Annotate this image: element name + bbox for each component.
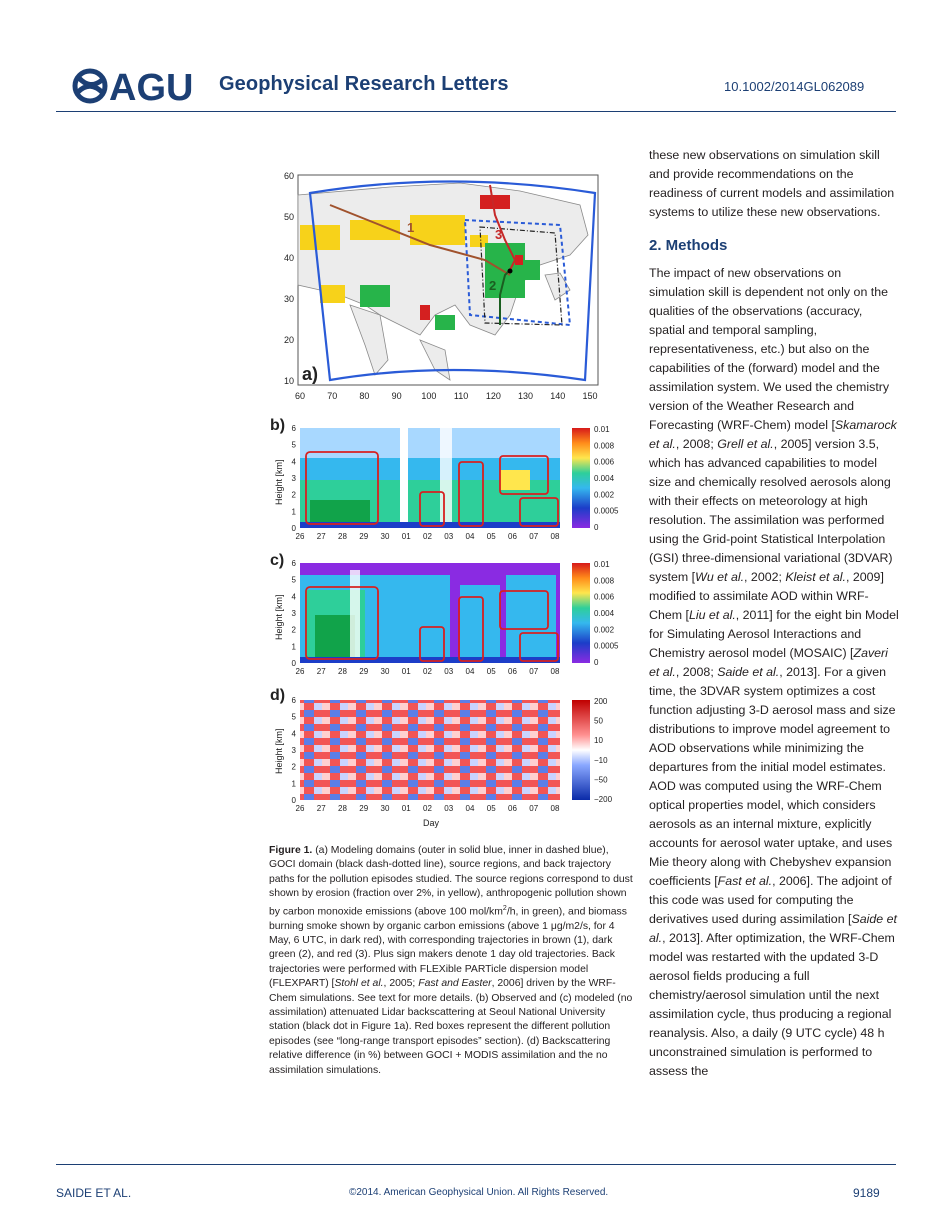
x-tick: 05	[486, 667, 496, 676]
x-tick: 05	[486, 804, 496, 813]
colorbar-tick: 0.006	[594, 592, 615, 602]
y-tick: 2	[291, 625, 296, 635]
colorbar-tick: 0.004	[594, 609, 615, 618]
map-y-tick: 20	[283, 335, 294, 345]
y-tick: 2	[291, 490, 296, 500]
x-tick: 01	[401, 804, 411, 813]
y-tick: 5	[291, 575, 296, 585]
map-x-tick: 120	[485, 391, 501, 401]
footer-copyright: ©2014. American Geophysical Union. All Rights Reserved.	[349, 1187, 609, 1198]
map-y-tick: 50	[283, 212, 294, 222]
footer-author: SAIDE ET AL.	[56, 1186, 132, 1200]
map-x-tick: 110	[453, 391, 469, 401]
colorbar-tick: 0.01	[594, 425, 610, 434]
panel-label-a: a)	[302, 364, 319, 384]
ylabel-b: Height [km]	[274, 459, 284, 505]
x-tick: 08	[550, 532, 560, 541]
map-x-tick: 70	[327, 391, 338, 401]
journal-title: Geophysical Research Letters	[219, 73, 509, 95]
caption-text: , 2006] driven by the WRF-Chem simulations. See text for more details. (b) Observed and (c) modeled (no assimilation) attenuated Lidar backscattering at Seoul National University station (black dot in Figure 1a). Red boxes represent the different pollution episodes (see “long-range transport episodes” section). (d) Backscattering relative difference (in %) between GOCI + MODIS assimilation and the no assimilation simulations.	[269, 978, 633, 1076]
x-tick: 26	[295, 667, 305, 676]
x-tick: 04	[465, 532, 475, 541]
colorbar-tick: 0	[594, 658, 599, 667]
colorbar-tick: 0.008	[594, 576, 615, 586]
map-x-tick: 90	[391, 391, 402, 401]
x-tick: 07	[529, 667, 539, 676]
y-tick: 1	[291, 779, 296, 789]
map-y-tick: 30	[283, 294, 294, 304]
figure-1c-modeled-lidar	[270, 545, 642, 682]
x-tick: 05	[486, 532, 496, 541]
x-tick: 27	[316, 532, 326, 541]
y-tick: 4	[291, 457, 296, 467]
x-tick: 29	[359, 804, 369, 813]
colorbar-tick: 0.0005	[594, 641, 619, 651]
paragraph-methods: The impact of new observations on simulation skill is dependent not only on the qualities of the observations (accuracy, spatial and temporal sampling, representativeness, etc.) but also on the capabilities of the (forward) model and the assimilation system. We used the chemistry version of the Weather Research and Forecasting (WRF-Chem) model [Skamarock et al., 2008; Grell et al., 2005] version 3.5, which has advanced capabilities to model size and chemically resolved aerosols along with their effects on meteorology at high resolution. The assimilation was performed using the Grid-point Statistical Interpolation (GSI) three-dimensional variational (3DVAR) system [Wu et al., 2002; Kleist et al., 2009] modified to assimilate AOD within WRF-Chem [Liu et al., 2011] for the eight bin Model for Simulating Aerosol Interactions and Chemistry aerosol model (MOSAIC) [Zaveri et al., 2008; Saide et al., 2013]. For a given time, the 3DVAR system optimizes a cost function adjusting 3-D aerosol mass and size distributions to improve model agreement to AOD observations while minimizing the departures from the initial model estimates. AOD was computed using the WRF-Chem optical properties model, which considers aerosols as an internal mixture, explicitly accounts for aerosol water uptake, and uses Mie theory along with Chebyshev expansion coefficients [Fast et al., 2006]. The adjoint of this code was used for computing the derivatives used during assimilation [Saide et al., 2013]. After optimization, the WRF-Chem model was restarted with the updated 3-D aerosol fields producing a full chemistry/aerosol simulation until the next assimilation cycle, thus producing a regional reanalysis. Also, a daily (9 UTC cycle) 48 h unconstrained simulation is performed to assess the	[649, 266, 899, 1078]
x-tick: 06	[508, 532, 517, 541]
panel-label-b: b)	[270, 417, 286, 434]
caption-label: Figure 1.	[269, 845, 313, 856]
figure-caption	[269, 844, 635, 1078]
y-tick: 3	[291, 474, 296, 483]
ylabel-d: Height [km]	[274, 728, 284, 774]
x-tick: 08	[550, 667, 560, 676]
y-tick: 1	[291, 642, 296, 652]
map-x-tick: 80	[359, 391, 370, 401]
map-x-tick: 60	[294, 391, 306, 401]
colorbar-tick: 0.006	[594, 457, 615, 467]
x-tick: 01	[401, 532, 411, 541]
x-tick: 26	[295, 804, 305, 813]
figure-1d-relative-difference	[270, 682, 642, 832]
map-y-tick: 40	[283, 253, 294, 263]
x-tick: 30	[380, 804, 390, 813]
x-tick: 28	[338, 804, 347, 813]
map-x-tick: 130	[518, 391, 534, 401]
traj-label-1: 1	[407, 220, 415, 235]
x-tick: 01	[401, 667, 411, 676]
map-x-tick: 100	[421, 391, 437, 401]
y-tick: 5	[291, 712, 296, 722]
ylabel-c: Height [km]	[274, 594, 284, 640]
colorbar-tick: 0.004	[594, 474, 615, 483]
agu-logo-text: AGU	[109, 67, 194, 106]
x-tick: 30	[380, 667, 390, 676]
xlabel-d: Day	[423, 818, 440, 828]
y-tick: 6	[291, 424, 296, 433]
x-tick: 07	[529, 804, 539, 813]
map-y-tick: 60	[283, 171, 294, 181]
figure-1b-observed-lidar	[270, 410, 642, 545]
body-column	[649, 146, 899, 1081]
colorbar-tick: −200	[594, 795, 613, 804]
x-tick: 26	[295, 532, 305, 541]
map-x-tick: 140	[550, 391, 566, 401]
caption-text: /h, in green), and biomass burning smoke shown by organic carbon emissions (above 1 μg/m2/s, for 4 May, 6 UTC, in dark red), with corresponding trajectories in brown (1), dark green (2), and red (3). Plus sign makers denote 1 day old trajectories. Back trajectories were performed with FLEXible PARTicle dispersion model (FLEXPART) [	[269, 906, 627, 990]
colorbar-tick: 200	[594, 697, 608, 706]
colorbar-tick: 50	[594, 716, 603, 726]
y-tick: 5	[291, 440, 296, 450]
colorbar-tick: 0	[594, 523, 599, 532]
colorbar-tick: −10	[594, 755, 608, 765]
panel-label-d: d)	[270, 687, 286, 704]
x-tick: 28	[338, 667, 347, 676]
x-tick: 06	[508, 667, 517, 676]
caption-cite: Fast and Easter	[418, 978, 492, 990]
x-tick: 29	[359, 667, 369, 676]
x-tick: 04	[465, 804, 475, 813]
map-y-tick: 10	[283, 376, 294, 386]
y-tick: 3	[291, 609, 296, 618]
colorbar-tick: 10	[594, 736, 603, 746]
y-tick: 4	[291, 592, 296, 602]
x-tick: 03	[444, 667, 454, 676]
map-x-tick: 150	[582, 391, 598, 401]
caption-text: (a) Modeling domains (outer in solid blue, inner in dashed blue), GOCI domain (black dash-dotted line), source regions, and back trajectory paths for the pollution episodes studied. The source regions correspond to dust shown by erosion (fraction over 2%, in yellow), anthropogenic pollution shown by carbon monoxide emissions (above 100 mol/km	[269, 845, 633, 918]
y-tick: 0	[291, 524, 296, 533]
colorbar-tick: 0.01	[594, 560, 610, 569]
traj-label-2: 2	[489, 278, 497, 293]
doi[interactable]: 10.1002/2014GL062089	[724, 79, 865, 94]
x-tick: 30	[380, 532, 390, 541]
paragraph-intro-end: these new observations on simulation skill and provide recommendations on the readiness of current models and assimilation systems to utilize these new observations.	[649, 148, 895, 219]
x-tick: 04	[465, 667, 475, 676]
y-tick: 4	[291, 729, 296, 739]
y-tick: 0	[291, 659, 296, 668]
header-rule	[56, 111, 896, 112]
agu-logo	[72, 66, 197, 106]
y-tick: 1	[291, 507, 296, 517]
section-heading-methods: 2. Methods	[649, 237, 728, 254]
y-tick: 0	[291, 796, 296, 805]
x-tick: 29	[359, 532, 369, 541]
colorbar-tick: 0.002	[594, 625, 615, 635]
figure-1a-map	[270, 165, 608, 410]
colorbar-tick: −50	[594, 775, 608, 785]
x-tick: 06	[508, 804, 517, 813]
footer-page-number: 9189	[853, 1186, 880, 1200]
y-tick: 3	[291, 746, 296, 755]
x-tick: 28	[338, 532, 347, 541]
agu-globe-icon	[75, 71, 105, 101]
colorbar-tick: 0.008	[594, 441, 615, 451]
traj-label-3: 3	[495, 227, 503, 242]
x-tick: 27	[316, 804, 326, 813]
x-tick: 02	[423, 532, 432, 541]
caption-text: , 2005;	[383, 978, 419, 990]
x-tick: 08	[550, 804, 560, 813]
caption-sup: 2	[502, 904, 507, 912]
x-tick: 07	[529, 532, 539, 541]
y-tick: 6	[291, 559, 296, 568]
x-tick: 02	[423, 804, 432, 813]
y-tick: 6	[291, 696, 296, 705]
caption-cite: Stohl et al.	[334, 978, 384, 990]
colorbar-tick: 0.0005	[594, 506, 619, 516]
x-tick: 03	[444, 532, 454, 541]
y-tick: 2	[291, 762, 296, 772]
x-tick: 03	[444, 804, 454, 813]
x-tick: 27	[316, 667, 326, 676]
colorbar-tick: 0.002	[594, 490, 615, 500]
footer-rule	[56, 1164, 896, 1165]
panel-label-c: c)	[270, 552, 285, 569]
x-tick: 02	[423, 667, 432, 676]
